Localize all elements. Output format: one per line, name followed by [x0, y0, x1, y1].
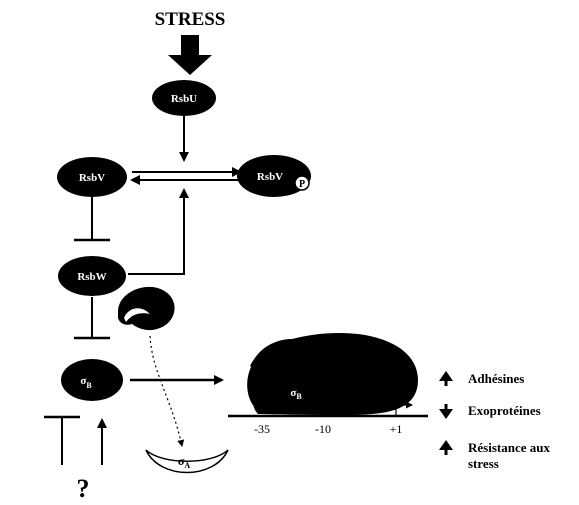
phosphorylation-equilibrium-arrows — [132, 172, 240, 180]
rsbv-p-label: RsbV — [256, 171, 284, 183]
sigma-a-label: $\sigma_A$ — [177, 454, 191, 470]
effect-label-resistance: Résistance aux — [468, 440, 550, 455]
position-minus10: -10 — [315, 422, 331, 436]
rsbw-to-switch-arrow — [128, 190, 184, 274]
position-plus1: +1 — [389, 422, 403, 436]
up-arrow-icon-shaft — [445, 449, 448, 455]
rsbu-node — [152, 80, 216, 116]
up-arrow-icon — [439, 440, 453, 450]
rsbv-label: RsbV — [78, 172, 106, 184]
effect-adhesines — [439, 371, 524, 386]
rsbw-label: RsbW — [77, 271, 107, 283]
promoter-sigma-label: $\sigma_B$ — [290, 387, 302, 401]
unknown-inhibition — [44, 417, 80, 465]
stress-big-arrow — [168, 35, 212, 75]
rsbv-inhibits-rsbw — [74, 197, 110, 240]
down-arrow-icon — [439, 409, 453, 419]
rsbw-inhibits-sigma-b — [74, 297, 110, 338]
effect-label-exoproteines: Exoprotéines — [468, 403, 541, 418]
sigma-a-node — [146, 450, 228, 473]
effect-label-adhesines: Adhésines — [468, 371, 525, 386]
unknown-regulator-label: ? — [76, 474, 90, 503]
up-arrow-icon-shaft — [445, 380, 448, 386]
sigma-b-label: $\sigma_B$ — [80, 375, 92, 390]
exchange-dotted-arrow — [150, 336, 182, 446]
rsbv-p-node — [237, 155, 311, 197]
promoter-complex — [247, 333, 418, 415]
effect-exoproteines — [439, 403, 541, 419]
sigma-b-node — [61, 359, 123, 401]
complex-blob — [118, 287, 175, 330]
rsbu-label: RsbU — [170, 93, 198, 105]
stress-title: STRESS — [154, 9, 226, 30]
effect-label-resistance-line2: stress — [468, 456, 499, 471]
phosphate-label: P — [298, 179, 306, 190]
up-arrow-icon-head — [439, 371, 453, 381]
rsbw-node — [58, 256, 126, 296]
rsbv-node — [57, 157, 127, 197]
position-minus35: -35 — [254, 422, 270, 436]
effect-resistance — [439, 440, 550, 471]
